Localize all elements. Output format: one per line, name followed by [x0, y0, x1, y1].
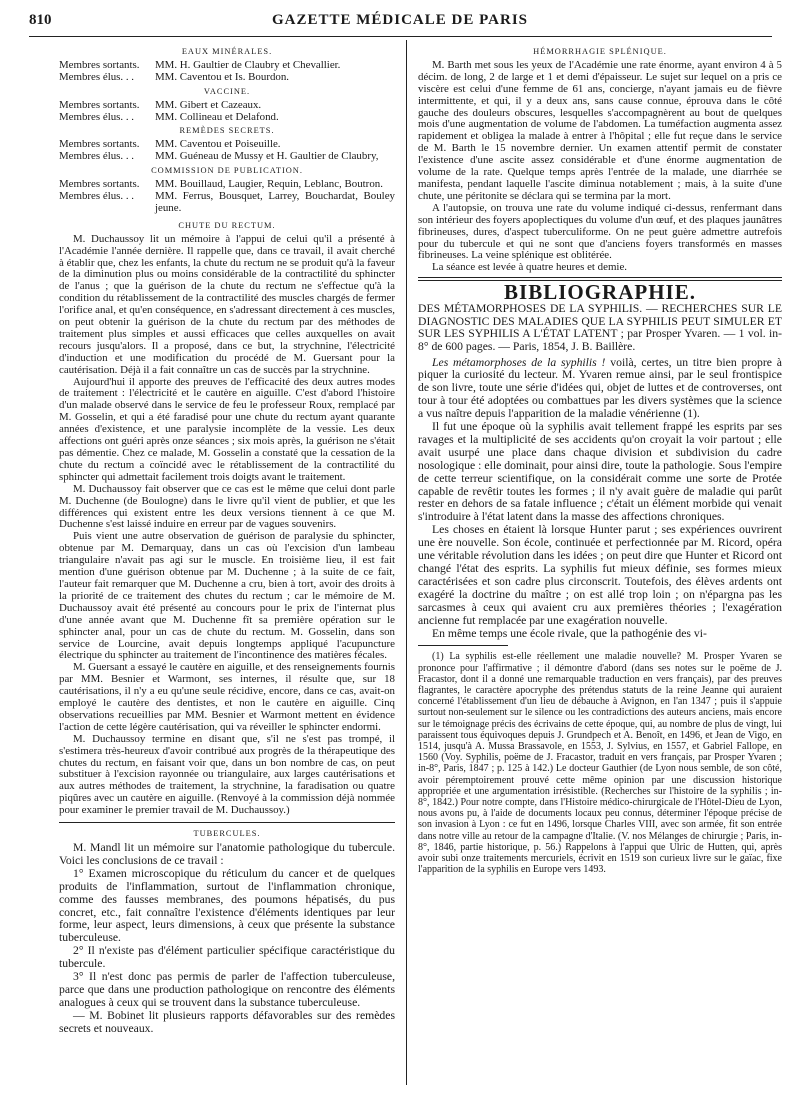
member-names: MM. Caventou et Poiseuille.: [155, 138, 281, 151]
member-names: MM. Caventou et Is. Bourdon.: [155, 70, 290, 83]
header-rule: [29, 36, 772, 37]
commission-row: [59, 191, 395, 215]
paragraph: Aujourd'hui il apporte des preuves de l'efficacité des deux autres modes de traitement : l'électricité et le cautère en aiguille. C'est d'abord l'histoire d'un malade observé dans le service de feu le professeur Roux, remplacé par M. Gosselin, et qui a été faradisé pour une chute du rectum ayant quarante années d'existence, et une paralysie incomplète de la vessie. Les deux affections ont guéri après onze séances ; six mois après, la guérison ne s'était pas démentie. Chez ce malade, M. Gosselin a constaté que la cessation de la chute du rectum a coïncidé avec le rétablissement de la contractilité du sphincter qui admettait facilement trois doigts avant le traitement.: [59, 375, 395, 483]
section-title-eaux: EAUX MINÉRALES.: [181, 47, 273, 56]
role-label: Membres sortants.: [59, 138, 140, 151]
role-label: Membres sortants.: [59, 98, 140, 111]
bibliography-title: BIBLIOGRAPHIE.: [504, 280, 696, 305]
eaux-commission: [59, 60, 395, 84]
role-label: Membres élus. . .: [59, 150, 135, 163]
conclusion-item: 1° Examen microscopique du réticulum du cancer et de quelques produits de l'inflammation, surtout de l'inflammation chronique, comme des fausses membranes, des poumons hépatisés, du pus concret, etc., fait connaître l'existence d'éléments identiques par leur forme, leur aspect, leurs dimensions, à ceux que présente la substance tuberculeuse.: [59, 866, 395, 945]
paragraph: M. Duchaussoy fait observer que ce cas est le même que celui dont parle M. Duchenne (de Boulogne) dans le livre qu'il vient de publier, et que les différences qui existent entre les deux versions tiennent à ce que M. Duchenne s'est laissé induire en erreur par de vagues souvenirs.: [59, 482, 395, 531]
role-label: Membres élus. . .: [59, 110, 135, 123]
column-separator: [406, 40, 407, 1085]
conclusion-item: 2° Il n'existe pas d'élément particulier spécifique caractéristique du tubercule.: [59, 944, 395, 971]
right-column: [418, 44, 782, 876]
divider: [418, 277, 782, 278]
page-number: 810: [29, 12, 52, 28]
paragraph: M. Mandl lit un mémoire sur l'anatomie pathologique du tubercule. Voici les conclusions de ce travail :: [59, 841, 395, 867]
member-names: MM. H. Gaultier de Claubry et Chevallier.: [155, 58, 341, 71]
divider: [59, 822, 395, 823]
commission-row: [59, 72, 395, 84]
running-header: GAZETTE MÉDICALE DE PARIS: [271, 12, 528, 28]
paragraph: M. Guersant a essayé le cautère en aiguille, et des renseignements fournis par MM. Besnier et Warmont, ses internes, il résulte que, sur 18 cautérisations, il n'y a eu qu'une seule récidive, encore, dans ce cas, avait-on employé le cautère des dentistes, et non le cautère en aiguille. Cinq observations recueillies par MM. Besnier et Warmont mettent en évidence l'action de cette légère cautérisation, qui va réveiller le sphincter endormi.: [59, 661, 395, 733]
paragraph: M. Duchaussoy termine en disant que, s'il ne s'est pas trompé, il s'estimera très-heureux d'avoir contribué aux progrès de la thérapeutique des chutes du rectum, en faisant voir que, dans un bon nombre de cas, on peut substituer à l'excision rayonnée ou triangulaire, aux larges cautérisations et aux autres méthodes de traitement, la strychnine, la faradisation ou quatre piqûres avec un cautère en aiguille. (Renvoyé à la commission déjà nommée pour examiner le premier travail de M. Duchaussoy.): [59, 732, 395, 817]
member-names: MM. Collineau et Delafond.: [155, 110, 279, 123]
paragraph: Les choses en étaient là lorsque Hunter parut ; ses expériences ouvrirent une ère nouvelle. Son école, continuée et perfectionnée par M. Ricord, opéra une véritable révolution dans les idées ; on peut dire que Hunter et Ricord ont changé l'état des esprits. La syphilis fut mieux définie, ses formes mieux caractérisées et son cadre plus circonscrit. Toutefois, des élèves ardents ont exagéré la doctrine du maître ; on est allé trop loin ; on n'épargna pas les sarcasmes à ceux qui avaient cru aux premières théories ; l'exagération ancienne fut remplacée par une exagération nouvelle.: [418, 523, 782, 627]
commission-row: [59, 112, 395, 124]
book-heading: DES MÉTAMORPHOSES DE LA SYPHILIS. — RECHERCHES SUR LE DIAGNOSTIC DES MALADIES QUE LA SYPHILIS PEUT SIMULER ET SUR LES SYPHILIS A L'ÉTAT LATENT ; par Prosper Yvaren. — 1 vol. in-8° de 600 pages. — Paris, 1854, J. B. Baillère.: [418, 302, 782, 353]
section-title-publication: COMMISSION DE PUBLICATION.: [151, 166, 303, 176]
member-names: MM. Guéneau de Mussy et H. Gaultier de Claubry,: [155, 150, 379, 163]
footnote: (1) La syphilis est-elle réellement une maladie nouvelle? M. Prosper Yvaren se prononce pour l'affirmative ; il démontre d'abord (dans ses notes sur le poëme de J. Fracastor, dont il a donné une remarquable traduction en vers français), par des preuves flagrantes, le caractère apocryphe des prétendus statuts de la reine Jeanne qui auraient concerné l'établissement d'un lieu de débauche à Avignon, en l'an 1347 ; puis il s'appuie surtout non-seulement sur le silence ou les contradictions des auteurs anciens, mais encore sur le témoignage précis des écrivains de cette époque, qui, au nombre de plus de vingt, lui paraissent tous équivoques depuis J. Grundpech et A. Benoît, en 1496, et Jean de Vigo, en 1514, jusqu'à A. Mussa Brassavole, en 1553, J. Sylvius, en 1557, et Gabriel Fallope, en 1560 (Voy. Syphilis, poëme de J. Fracastor, traduit en vers français, par Prosper Yvaren ; in-8°, Paris, 1847 ; p. 125 à 142.) Le docteur Gauthier (de Lyon nous semble, de son côté, avoir péremptoirement prouvé cette même opinion par une discussion historique appropriée et une argumentation irrésistible. (Recherches sur l'histoire de la syphilis ; in-8°, 1842.) Pour notre compte, dans l'Histoire médico-chirurgicale de l'Hôtel-Dieu de Lyon, nous avons pu, à l'aide de documents locaux peu connus, déterminer l'époque précise de son invasion à Lyon : ce fut en 1496, lorsque Charles VIII, avec son armée, fit son entrée dans notre ville au retour de la campagne d'Italie. (V. nos Mélanges de chirurgie ; Paris, in-8°, 1846, partie historique, p. 56.) Rappelons à l'appui que Ulric de Hutten, qui, après avoir subi onze traitements mercuriels, écrivit en 1519 son curieux livre sur le gaïac, fixe l'apparition de la syphilis en Europe vers 1493.: [418, 651, 782, 876]
paragraph: Il fut une époque où la syphilis avait tellement frappé les esprits par ses ravages et la multiplicité de ses accidents qu'on croyait la voir partout ; elle avait usurpé une place dans chaque division et subdivision du cadre nosologique : elle dominait, pour ainsi dire, toute la pathologie. Sous l'empire de cette terreur scientifique, on la considérait comme une sorte de Protée capable de revêtir toutes les formes ; il n'y avait guère de maladie qui parût rester en dehors de sa fatale influence ; c'était un élément morbide qui venait s'introduire à l'état latent dans la masse des affections chroniques.: [418, 420, 782, 524]
paragraph: — M. Bobinet lit plusieurs rapports défavorables sur des remèdes secrets et nouveaux.: [59, 1008, 395, 1035]
role-label: Membres élus. . .: [59, 70, 135, 83]
conclusion-item: 3° Il n'est donc pas permis de parler de l'affection tuberculeuse, parce que dans une production pathologique on rencontre des éléments analogues à ceux qui se trouvent dans la substance tuberculeuse.: [59, 970, 395, 1009]
paragraph: M. Barth met sous les yeux de l'Académie une rate énorme, ayant environ 4 à 5 décim. de long, 2 de large et 1 et demi d'épaisseur. Le sujet sur lequel on a pris ce viscère est celui d'une femme de 61 ans, concierge, n'ayant jamais eu de fièvre intermittente, et qui, il y a deux ans, sans cause connue, éprouva dans le côté gauche des douleurs obscures, lesquelles s'accompagnèrent au bout de quelques mois d'une augmentation de volume de l'abdomen. La tuméfaction augmenta assez rapidement et obligea la malade à entrer à l'hôpital ; elle fut reçue dans le service de M. Barth le 15 novembre dernier. Un examen attentif permit de constater l'existence d'une ascite assez considérable et d'une énorme augmentation de volume de la rate. Quelque temps après l'entrée de la malade, une diarrhée se manifesta, pendant laquelle l'ascite diminua notablement ; mais, à la suite d'une chute, une péritonite se déclara qui se termina par la mort.: [418, 58, 782, 202]
paragraph: A l'autopsie, on trouva une rate du volume indiqué ci-dessus, renfermant dans son intérieur des foyers apoplectiques du volume d'un œuf, et des plaques jaunâtres fibrineuses, dures, d'aspect tuberculiforme. On ne peut guère admettre autrefois pour du tubercule et qui ne sont que d'anciens foyers transformés en masses fibrineuses. La veine splénique est oblitérée.: [418, 201, 782, 262]
lead-phrase: Les métamorphoses de la syphilis !: [432, 355, 606, 369]
member-names: MM. Ferrus, Bousquet, Larrey, Bouchardat, Bouley jeune.: [155, 189, 395, 214]
left-column: [59, 44, 395, 1036]
commission-row: [59, 151, 395, 163]
section-title-rectum: CHUTE DU RECTUM.: [178, 220, 276, 230]
paragraph: Puis vient une autre observation de guérison de paralysie du sphincter, obtenue par M. Demarquay, dans un cas où l'excision d'un lambeau triangulaire n'avait pas agi sur le muscle. En troisième lieu, il est fait mention d'une guérison obtenue par M. Duchenne ; à la suite de ce fait, l'auteur fait remarquer que M. Duchenne a cru, bien à tort, avoir des droits à la priorité de ce traitement des chutes du rectum ; car le mémoire de M. Duchaussoy avait été présenté au concours pour le prix de l'internat plus d'une année avant que M. Duchenne fît sa première opération sur le sphincter anal, pour un cas de chute du rectum. M. Gosselin, dans son service de Lourcine, avait depuis longtemps appliqué l'acupuncture électrique du sphincter au traitement de l'incontinence des matières fécales.: [59, 530, 395, 662]
paragraph: La séance est levée à quatre heures et demie.: [432, 261, 628, 274]
paragraph: [418, 357, 782, 422]
member-names: MM. Bouillaud, Laugier, Requin, Leblanc, Boutron.: [155, 178, 383, 191]
vaccine-commission: [59, 100, 395, 124]
section-title-remedes: REMÈDES SECRETS.: [179, 126, 275, 136]
paragraph: M. Duchaussoy lit un mémoire à l'appui de celui qu'il a présenté à l'Académie l'année dernière. Il rappelle que, dans ce travail, il avait cherché à établir que, chez les enfants, la chute du rectum ne se produit qu'à la faveur de la diminution plus ou moins considérable de la contractilité du sphincter de l'anus ; que la guérison de la chute du rectum ne s'effectue qu'à la condition du rétablissement de la contractilité des muscles chargés de fermer l'orifice anal, et qu'en conséquence, en s'adressant directement à ces muscles, on peut obtenir la guérison de la chute du rectum par des méthodes de traitement plus simples et aussi efficaces que celles auxquelles on avait recours jusqu'alors. Il a proposé, dans ce but, la strychnine, l'électricité d'induction et une modification du procédé de M. Guersant pour la cautérisation. Déjà il a fait connaître un cas de succès par la strychnine.: [59, 232, 395, 376]
section-title-hemorrhagie: HÉMORRHAGIE SPLÉNIQUE.: [533, 47, 667, 56]
role-label: Membres élus. . .: [59, 189, 135, 202]
member-names: MM. Gibert et Cazeaux.: [155, 98, 262, 111]
role-label: Membres sortants.: [59, 58, 140, 71]
paragraph: En même temps une école rivale, que la pathogénie des vi-: [432, 626, 707, 640]
role-label: Membres sortants.: [59, 178, 140, 191]
footnote-rule: [418, 645, 508, 646]
section-title-vaccine: VACCINE.: [203, 86, 251, 96]
publication-commission: [59, 179, 395, 215]
paragraph-text: voilà, certes, un titre bien propre à piquer la curiosité du lecteur. M. Yvaren remue ainsi, par le seul frontispice de son livre, toute une série d'idées qui, objet de luttes et de controverses, ont tour à tour été adoptées ou combattues par les divers systèmes que la science a vus naître depuis l'apparition de la maladie vénérienne (1).: [418, 355, 782, 421]
section-title-tubercules: TUBERCULES.: [193, 829, 261, 839]
commission-row: [59, 100, 395, 112]
remedes-commission: [59, 139, 395, 163]
